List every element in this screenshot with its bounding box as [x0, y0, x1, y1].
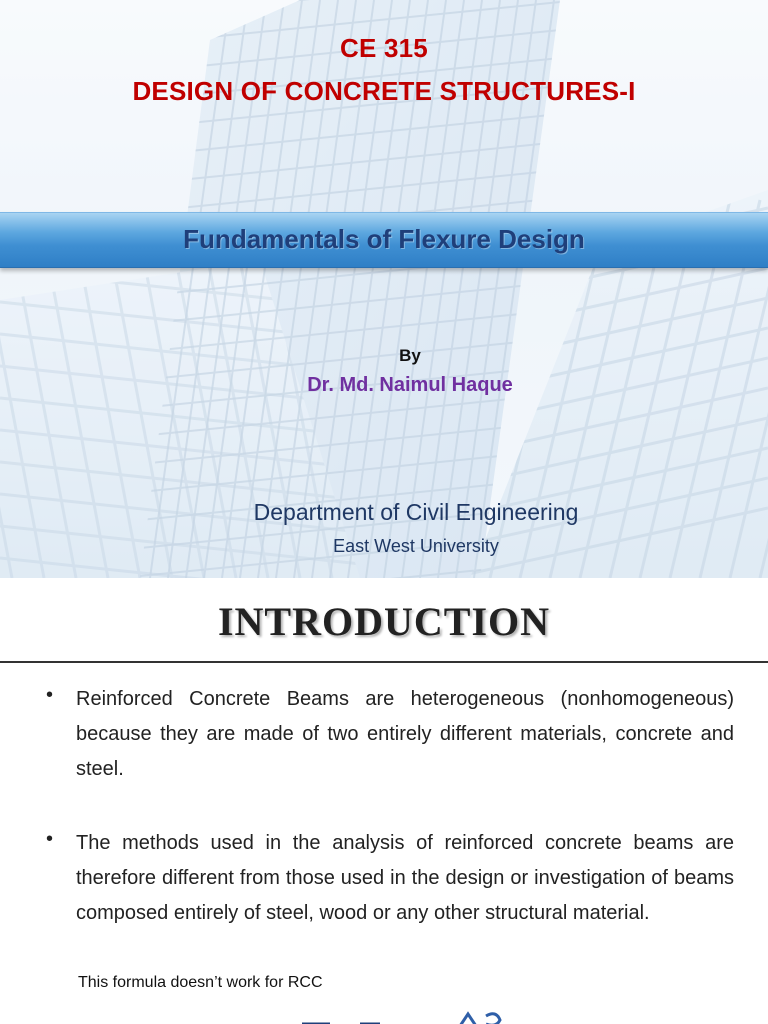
formula-note: This formula doesn’t work for RCC	[78, 974, 323, 991]
introduction-heading: INTRODUCTION	[217, 599, 551, 644]
introduction-slide	[0, 578, 768, 1024]
author-name: Dr. Md. Naimul Haque	[307, 374, 513, 396]
department-name: Department of Civil Engineering	[253, 499, 579, 525]
heading-divider	[0, 661, 768, 663]
by-label: By	[399, 346, 421, 365]
course-code: CE 315	[340, 33, 428, 63]
course-name: DESIGN OF CONCRETE STRUCTURES-I	[132, 76, 636, 106]
bullet-text: Reinforced Concrete Beams are heterogeneous (nonhomogeneous) because they are made of two entirely different materials, concrete and steel.	[76, 688, 734, 780]
university-name: East West University	[333, 536, 499, 556]
bullet-marker: •	[46, 828, 54, 850]
bullet-marker: •	[46, 684, 54, 706]
title-banner	[0, 212, 768, 268]
formula-image-cropped	[300, 1008, 520, 1024]
lecture-title: Fundamentals of Flexure Design	[183, 224, 585, 254]
bullet-text: The methods used in the analysis of reinforced concrete beams are therefore different from those used in the design or investigation of beams composed entirely of steel, wood or any other structural material.	[76, 832, 734, 924]
